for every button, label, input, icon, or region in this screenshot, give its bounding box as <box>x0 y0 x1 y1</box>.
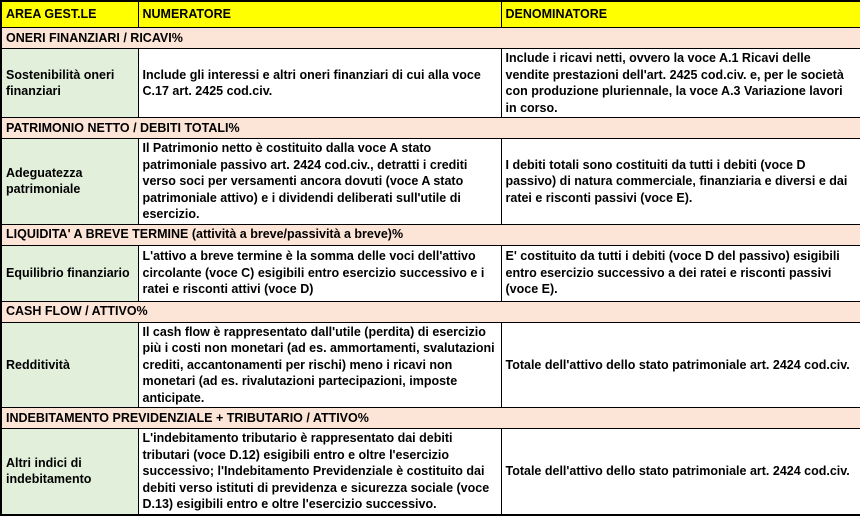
table-row-sostenibilita-oneri <box>1 49 860 118</box>
area-cell: Equilibrio finanziario <box>1 245 138 301</box>
header-cell-denominatore: DENOMINATORE <box>501 1 860 28</box>
table-row-redditivita <box>1 322 860 408</box>
table-row-equilibrio-finanziario <box>1 245 860 301</box>
section-row-liquidita-breve-termine <box>1 224 860 245</box>
section-title: ONERI FINANZIARI / RICAVI% <box>1 28 860 49</box>
section-row-patrimonio-netto <box>1 118 860 139</box>
table-header-row <box>1 1 860 28</box>
numeratore-cell: Il cash flow è rappresentato dall'utile (perdita) di esercizio più i costi non monetari (ad es. ammortamenti, svalutazioni crediti, accantonamenti per rischi) meno i ricavi non monetari (ad es. rivalutazioni partecipazioni, imposte anticipate. <box>138 322 501 408</box>
section-title: PATRIMONIO NETTO / DEBITI TOTALI% <box>1 118 860 139</box>
area-cell: Sostenibilità oneri finanziari <box>1 49 138 118</box>
section-title: INDEBITAMENTO PREVIDENZIALE + TRIBUTARIO / ATTIVO% <box>1 408 860 429</box>
section-row-indebitamento-previdenziale <box>1 408 860 429</box>
denominatore-cell: Totale dell'attivo dello stato patrimoniale art. 2424 cod.civ. <box>501 429 860 515</box>
numeratore-cell: L'indebitamento tributario è rappresentato dai debiti tributari (voce D.12) esigibili entro e oltre l'esercizio successivo; l'Indebitamento Previdenziale è costituito dai debiti verso istituti di previdenza e sicurezza sociale (voce D.13) esigibili entro e oltre l'esercizio successivo. <box>138 429 501 515</box>
header-cell-numeratore: NUMERATORE <box>138 1 501 28</box>
area-cell: Adeguatezza patrimoniale <box>1 139 138 225</box>
section-title: CASH FLOW / ATTIVO% <box>1 301 860 322</box>
denominatore-cell: I debiti totali sono costituiti da tutti i debiti (voce D passivo) di natura commerciale, finanziaria e diversi e dai ratei e risconti passivi (voce E). <box>501 139 860 225</box>
denominatore-cell: Include i ricavi netti, ovvero la voce A.1 Ricavi delle vendite prestazioni dell'art. 2425 cod.civ. e, per le società con produzione pluriennale, la voce A.3 Variazione lavori in corso. <box>501 49 860 118</box>
numeratore-cell: Include gli interessi e altri oneri finanziari di cui alla voce C.17 art. 2425 cod.civ. <box>138 49 501 118</box>
section-row-cash-flow <box>1 301 860 322</box>
table-row-altri-indici-indebitamento <box>1 429 860 515</box>
section-title: LIQUIDITA' A BREVE TERMINE (attività a breve/passività a breve)% <box>1 224 860 245</box>
section-row-oneri-finanziari <box>1 28 860 49</box>
header-cell-area-gestle: AREA GEST.LE <box>1 1 138 28</box>
denominatore-cell: Totale dell'attivo dello stato patrimoniale art. 2424 cod.civ. <box>501 322 860 408</box>
numeratore-cell: L'attivo a breve termine è la somma delle voci dell'attivo circolante (voce C) esigibili entro esercizio successivo e i ratei e risconti attivi (voce D) <box>138 245 501 301</box>
table-row-adeguatezza-patrimoniale <box>1 139 860 225</box>
denominatore-cell: E' costituito da tutti i debiti (voce D del passivo) esigibili entro esercizio successivo a dei ratei e risconti passivi (voce E). <box>501 245 860 301</box>
area-cell: Redditività <box>1 322 138 408</box>
numeratore-cell: Il Patrimonio netto è costituito dalla voce A stato patrimoniale passivo art. 2424 cod.civ., detratti i crediti verso soci per versamenti ancora dovuti (voce A stato patrimoniale attivo) e i dividendi deliberati sull'utile di esercizio. <box>138 139 501 225</box>
area-cell: Altri indici di indebitamento <box>1 429 138 515</box>
